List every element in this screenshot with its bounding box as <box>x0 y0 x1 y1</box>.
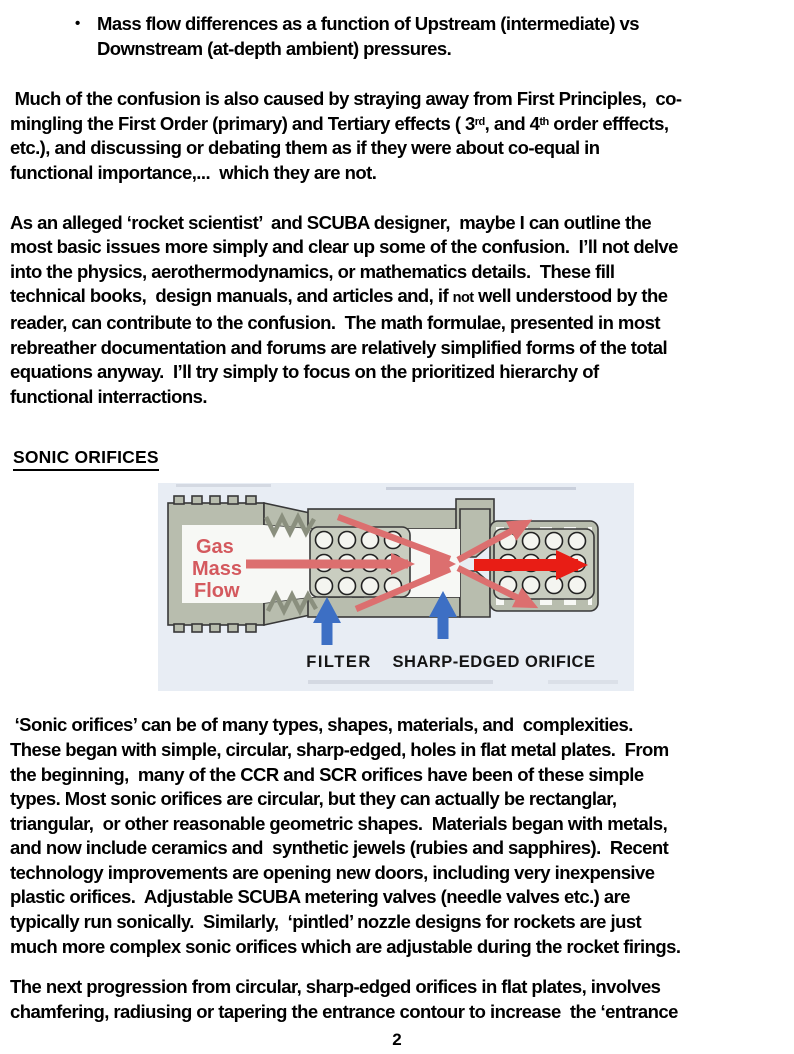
text-line: Downstream (at-depth ambient) pressures. <box>97 37 452 59</box>
text-line: mingling the First Order (primary) and Tertiary effects ( 3rd, and 4th order efffects, <box>10 112 669 134</box>
scan-artifact <box>176 484 271 487</box>
scan-artifact <box>548 680 618 684</box>
scan-artifact <box>386 487 576 490</box>
text-line: much more complex sonic orifices which are adjustable during the rocket firings. <box>10 935 681 957</box>
text-line: rebreather documentation and forums are relatively simplified forms of the total <box>10 336 668 358</box>
sharp-edged-orifice-label: SHARP-EDGED ORIFICE <box>392 653 596 672</box>
text-line: types. Most sonic orifices are circular, but they can actually be rectanglar, <box>10 788 617 810</box>
text-line: functional importance,... which they are not. <box>10 161 377 183</box>
text-line: functional interractions. <box>10 385 207 407</box>
paragraph-confusion <box>10 87 790 185</box>
text-line: typically run sonically. Similarly, ‘pintled’ nozzle designs for rockets are just <box>10 911 642 933</box>
text-line: As an alleged ‘rocket scientist’ and SCUBA designer, maybe I can outline the <box>10 211 652 233</box>
text-line: Mass flow differences as a function of Upstream (intermediate) vs <box>97 13 640 34</box>
bullet-text <box>97 12 639 61</box>
text-line: The next progression from circular, sharp-edged orifices in flat plates, involves <box>10 976 661 998</box>
orifice-diagram <box>158 483 634 691</box>
filter-label: FILTER <box>306 653 372 672</box>
orifice-diagram-figure <box>158 483 634 691</box>
text-line: triangular, or other reasonable geometric shapes. Materials began with metals, <box>10 812 668 834</box>
flow-label: Flow <box>194 580 240 603</box>
text-line: and now include ceramics and synthetic jewels (rubies and sapphires). Recent <box>10 837 669 859</box>
text-line: ‘Sonic orifices’ can be of many types, shapes, materials, and complexities. <box>10 714 633 736</box>
text-line: plastic orifices. Adjustable SCUBA metering valves (needle valves etc.) are <box>10 886 631 908</box>
section-heading: SONIC ORIFICES <box>13 447 159 471</box>
text-line: Much of the confusion is also caused by straying away from First Principles, co- <box>10 88 682 110</box>
gas-label: Gas <box>196 536 234 559</box>
mass-label: Mass <box>192 558 243 581</box>
bullet-item <box>75 12 788 61</box>
scan-artifact <box>308 680 493 684</box>
text-line: most basic issues more simply and clear up some of the confusion. I’ll not delve <box>10 236 678 258</box>
text-line: etc.), and discussing or debating them as if they were about co-equal in <box>10 137 600 159</box>
paragraph-next-progression <box>10 975 790 1024</box>
paragraph-sonic-orifices <box>10 713 790 959</box>
text-line: equations anyway. I’ll try simply to focus on the prioritized hierarchy of <box>10 361 599 383</box>
text-line: the beginning, many of the CCR and SCR orifices have been of these simple <box>10 763 644 785</box>
text-line: technology improvements are opening new doors, including very inexpensive <box>10 861 655 883</box>
bullet-marker: • <box>75 15 80 32</box>
text-line: reader, can contribute to the confusion. The math formulae, presented in most <box>10 311 660 333</box>
page-number: 2 <box>392 1030 402 1050</box>
text-line: technical books, design manuals, and articles and, if not well understood by the <box>10 285 668 307</box>
section-heading-wrap <box>13 447 794 471</box>
paragraph-rocket-scientist <box>10 211 790 410</box>
text-line: chamfering, radiusing or tapering the entrance contour to increase the ‘entrance <box>10 1000 678 1022</box>
text-line: into the physics, aerothermodynamics, or mathematics details. These fill <box>10 260 615 282</box>
text-line: These began with simple, circular, sharp-edged, holes in flat metal plates. From <box>10 738 669 760</box>
